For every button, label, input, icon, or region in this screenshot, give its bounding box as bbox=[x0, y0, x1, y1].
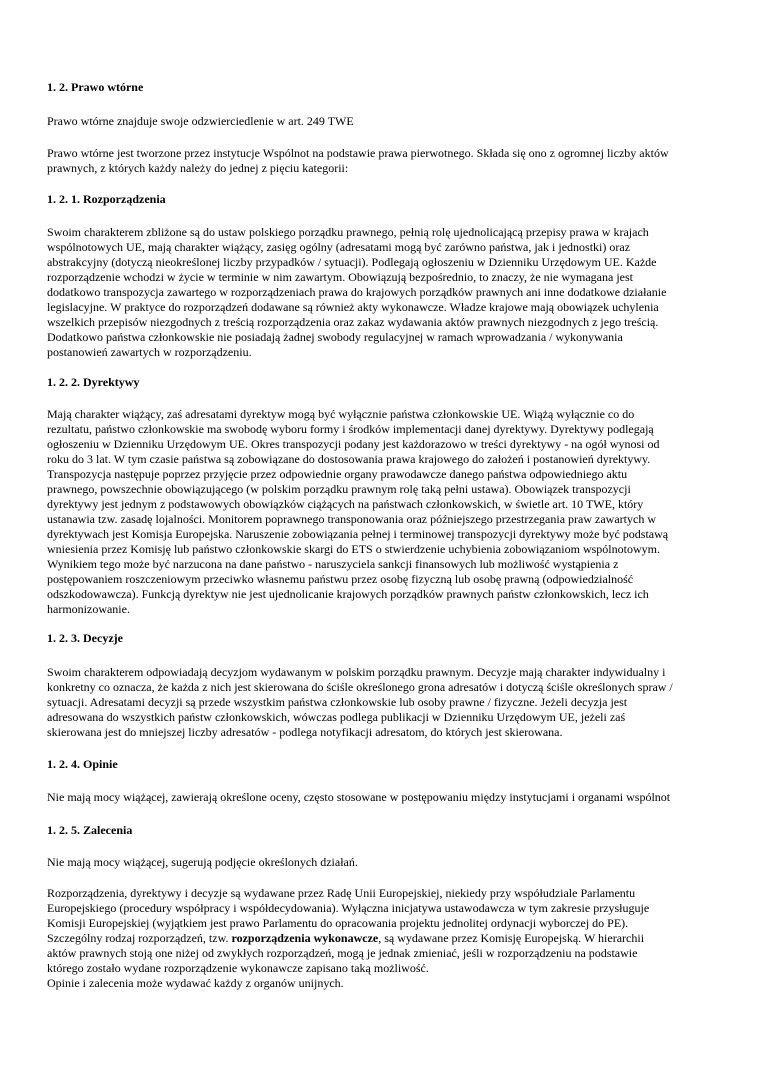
paragraph-line: Dodatkowo państwa członkowskie nie posiadają żadnej swobody regulacyjnej w ramach wprowadzania / wykonywania bbox=[47, 330, 623, 344]
paragraph-summary bbox=[47, 886, 727, 991]
paragraph-line: wszelkich przepisów niezgodnych z treścią rozporządzenia oraz zakaz wydawania aktów prawnych niezgodnych z jego treścią. bbox=[47, 315, 659, 329]
paragraph-line: dyrektywy jest jednym z podstawowych obowiązków ciążących na państwach członkowskich, w świetle art. 10 TWE, który bbox=[47, 497, 644, 511]
paragraph-line: rezultatu, państwo członkowskie ma swobodę wyboru formy i środków implementacji danej dyrektywy. Dyrektywy podlegają bbox=[47, 422, 654, 436]
heading-decyzje bbox=[47, 631, 727, 646]
heading-text: 1. 2. 2. Dyrektywy bbox=[47, 375, 140, 389]
heading-zalecenia bbox=[47, 823, 727, 838]
bold-term: rozporządzenia wykonawcze bbox=[231, 931, 379, 945]
intro-line: prawnych, z których każdy należy do jednej z pięciu kategorii: bbox=[47, 161, 349, 175]
paragraph-line: dodatkowo transpozycja zawartego w rozporządzeniach prawa do krajowych porządków prawnych ani inne dodatkowe działanie bbox=[47, 285, 667, 299]
paragraph-line: ogłoszeniu w Dzienniku Urzędowym UE. Okres transpozycji podany jest każdorazowo w treści dyrektywy - na ogół wynosi od bbox=[47, 437, 660, 451]
heading-text: 1. 2. 3. Decyzje bbox=[47, 631, 123, 645]
intro-line: Prawo wtórne znajduje swoje odzwierciedlenie w art. 249 TWE bbox=[47, 114, 354, 128]
paragraph-line: Swoim charakterem odpowiadają decyzjom wydawanym w polskim porządku prawnym. Decyzje mają charakter indywidualny i bbox=[47, 665, 666, 679]
paragraph-line: Swoim charakterem zbliżone są do ustaw polskiego porządku prawnego, pełnią rolę ujednolicającą przepisy prawa w krajach bbox=[47, 225, 649, 239]
paragraph-line: wspólnotowych UE, mają charakter wiążący, zasięg ogólny (adresatami mogą być zarówno państwa, jak i jednostki) oraz bbox=[47, 240, 631, 254]
intro-paragraph-1 bbox=[47, 114, 727, 129]
heading-text: 1. 2. 1. Rozporządzenia bbox=[47, 192, 166, 206]
intro-paragraph-2 bbox=[47, 146, 727, 176]
paragraph-line: którego zostało wydane rozporządzenie wykonawcze zapisano taką możliwość. bbox=[47, 961, 429, 975]
heading-opinie bbox=[47, 757, 727, 772]
paragraph-line: postanowień zawartych w rozporządzeniu. bbox=[47, 345, 252, 359]
paragraph-line: odszkodowawcza). Funkcją dyrektyw nie jest ujednolicanie krajowych porządków prawnych państw członkowskich, lecz ich bbox=[47, 587, 649, 601]
paragraph-line: skierowana jest do mniejszej liczby adresatów - podlega notyfikacji adresatom, do których jest skierowana. bbox=[47, 725, 563, 739]
paragraph-line: Nie mają mocy wiążącej, sugerują podjęcie określonych działań. bbox=[47, 855, 358, 869]
paragraph-line: Wynikiem tego może być narzucona na dane państwo - naruszyciela sankcji finansowych lub możliwość wystąpienia z bbox=[47, 557, 619, 571]
heading-dyrektywy bbox=[47, 375, 727, 390]
paragraph-line: ustanawia tzw. zasadę lojalności. Monitorem poprawnego transponowania oraz późniejszego przestrzegania praw zawartych w bbox=[47, 512, 656, 526]
paragraph-line: Nie mają mocy wiążącej, zawierają określone oceny, często stosowane w postępowaniu między instytucjami i organami wspólnot bbox=[47, 790, 671, 804]
paragraph-line: Komisji Europejskiej (wyjątkiem jest prawo Parlamentu do opracowania projektu jednolitej ordynacji wyborczej do PE). bbox=[47, 916, 629, 930]
paragraph-line: roku do 3 lat. W tym czasie państwa są zobowiązane do dostosowania prawa krajowego do założeń i postanowień dyrektywy. bbox=[47, 452, 651, 466]
paragraph-line: wniesienia przez Komisję lub państwo członkowskie skargi do ETS o stwierdzenie uchybienia zobowiązaniom wspólnotowym. bbox=[47, 542, 660, 556]
paragraph-line: Rozporządzenia, dyrektywy i decyzje są wydawane przez Radę Unii Europejskiej, niekiedy przy współudziale Parlamentu bbox=[47, 886, 636, 900]
paragraph-line: harmonizowanie. bbox=[47, 602, 130, 616]
paragraph-line: postępowaniem roszczeniowym przeciwko własnemu państwu przez osobę fizyczną lub osobę prawną (odpowiedzialność bbox=[47, 572, 634, 586]
paragraph-line: aktów prawnych stoją one niżej od zwykłych rozporządzeń, mogą je jednak zmieniać, jeśli w rozporządzeniu na podstawie bbox=[47, 946, 638, 960]
intro-line: Prawo wtórne jest tworzone przez instytucje Wspólnot na podstawie prawa pierwotnego. Składa się ono z ogromnej liczby aktów bbox=[47, 146, 669, 160]
section-title bbox=[47, 80, 727, 95]
heading-text: 1. 2. 5. Zalecenia bbox=[47, 823, 133, 837]
paragraph-zalecenia bbox=[47, 855, 727, 870]
paragraph-opinie bbox=[47, 790, 727, 805]
line-segment: Szczególny rodzaj rozporządzeń, tzw. bbox=[47, 931, 232, 945]
paragraph-line: konkretny co oznacza, że każda z nich jest skierowana do ściśle określonego grona adresatów i dotyczą ściśle określonych spraw / bbox=[47, 680, 673, 694]
section-title-text: 1. 2. Prawo wtórne bbox=[47, 80, 144, 94]
paragraph-line: adresowana do wszystkich państw członkowskich, wówczas podlega publikacji w Dzienniku Urzędowym UE, jeżeli zaś bbox=[47, 710, 626, 724]
paragraph-line: Opinie i zalecenia może wydawać każdy z organów unijnych. bbox=[47, 976, 344, 990]
paragraph-rozporzadzenia bbox=[47, 225, 727, 360]
paragraph-line: sytuacji. Adresatami decyzji są przede wszystkim państwa członkowskie lub osoby prawne / fizyczne. Jeżeli decyzja jest bbox=[47, 695, 628, 709]
paragraph-line: rozporządzenie wchodzi w życie w terminie w nim zawartym. Obowiązują bezpośrednio, to znaczy, że nie wymagana jest bbox=[47, 270, 633, 284]
paragraph-line: Transpozycja następuje poprzez przyjęcie przez odpowiednie organy prawodawcze danego państwa odpowiedniego aktu bbox=[47, 467, 628, 481]
heading-rozporzadzenia bbox=[47, 192, 727, 207]
paragraph-line: Europejskiego (procedury współpracy i współdecydowania). Wyłączna inicjatywa ustawodawcza w tym zakresie przysługuje bbox=[47, 901, 650, 915]
paragraph-line: abstrakcyjny (dotyczą nieokreślonej liczby przypadków / sytuacji). Podlegają ogłoszeniu w Dzienniku Urzędowym UE. Każde bbox=[47, 255, 657, 269]
line-segment: , są wydawane przez Komisję Europejską. W hierarchii bbox=[378, 931, 645, 945]
heading-text: 1. 2. 4. Opinie bbox=[47, 757, 118, 771]
paragraph-decyzje bbox=[47, 665, 727, 740]
paragraph-line: legislacyjne. W praktyce do rozporządzeń dodawane są również akty wykonawcze. Władze krajowe mają obowiązek uchylenia bbox=[47, 300, 659, 314]
paragraph-dyrektywy bbox=[47, 407, 727, 617]
paragraph-line-mixed bbox=[47, 931, 727, 946]
paragraph-line: Mają charakter wiążący, zaś adresatami dyrektyw mogą być wyłącznie państwa członkowskie UE. Wiążą wyłącznie co do bbox=[47, 407, 635, 421]
paragraph-line: dyrektywach jest Komisja Europejska. Naruszenie zobowiązania pełnej i terminowej transpozycji dyrektywy może być podstawą bbox=[47, 527, 669, 541]
paragraph-line: prawnego, powszechnie obowiązującego (w polskim porządku prawnym rolę taką pełni ustawa). Obowiązek transpozycji bbox=[47, 482, 631, 496]
